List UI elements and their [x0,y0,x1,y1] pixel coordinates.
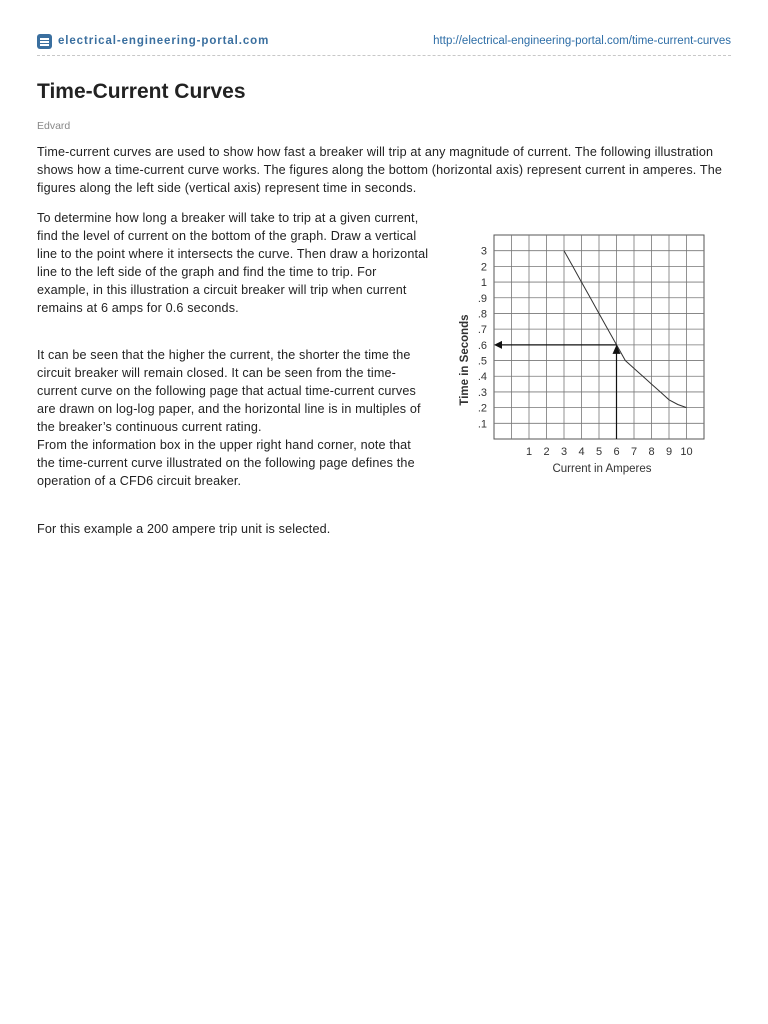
x-tick-label: 3 [560,446,568,458]
paragraph-explanation [37,346,432,490]
left-arrow-icon [494,341,502,349]
x-tick-label: 10 [680,446,693,458]
x-tick-label: 9 [665,446,673,458]
x-tick-label: 1 [525,446,533,458]
y-tick-label: .1 [477,418,487,431]
page-title: Time-Current Curves [37,80,246,103]
paragraph-trip-unit: For this example a 200 ampere trip unit is selected. [37,522,331,536]
x-tick-label: 2 [543,446,550,458]
y-tick-label: .7 [477,324,487,337]
page-url-link[interactable]: http://electrical-engineering-portal.com/time-current-curves [433,35,731,47]
y-tick-label: .8 [477,308,487,321]
paragraph-determine: To determine how long a breaker will take to trip at a given current, find the level of current on the bottom of the graph. Draw a vertical line to the point where it intersects the curve. Then draw a horizontal line to the left side of the graph and find the time to trip. For example, in this illustration a circuit breaker will trip when current remains at 6 amps for 0.6 seconds. [37,211,429,315]
x-tick-label: 4 [578,446,585,458]
y-axis-label: Time in Seconds [459,314,471,406]
y-tick-label: .5 [477,355,487,368]
header-divider [37,55,731,56]
paragraph-info-box: From the information box in the upper right hand corner, note that the time-current curve illustrated on the following page defines the operation of a CFD6 circuit breaker. [37,438,415,488]
y-tick-label: .4 [477,371,487,384]
y-tick-labels [478,246,487,431]
y-tick-label: 3 [480,245,487,258]
x-tick-label: 6 [613,446,620,458]
x-tick-label: 7 [630,446,638,458]
y-tick-label: 1 [480,277,487,290]
chart-grid [494,235,704,439]
y-tick-label: .6 [477,339,487,352]
paragraph-intro: Time-current curves are used to show how fast a breaker will trip at any magnitude of current. The following illustration shows how a time-current curve works. The figures along the bottom (horizontal axis) represent current in amperes. The figures along the left side (vertical axis) represent time in seconds. [37,145,723,195]
example-markers [494,341,621,439]
y-tick-label: .3 [477,386,487,399]
y-tick-label: 2 [480,261,487,274]
site-logo-icon [37,34,52,49]
x-axis-label: Current in Amperes [552,463,652,475]
site-name[interactable]: electrical-engineering-portal.com [58,35,270,47]
site-header [37,33,731,51]
x-tick-label: 8 [648,446,655,458]
x-tick-label: 5 [595,446,603,458]
y-tick-label: .2 [477,402,487,415]
author-name: Edvard [37,120,71,132]
paragraph-higher-current: It can be seen that the higher the current, the shorter the time the circuit breaker will remain closed. It can be seen from the time-current curve on the following page that actual time-current curves are drawn on log-log paper, and the horizontal line is in multiples of the breaker’s continuous current rating. [37,348,421,434]
x-tick-labels [526,446,693,458]
time-current-chart [450,230,720,480]
y-tick-label: .9 [477,292,487,305]
